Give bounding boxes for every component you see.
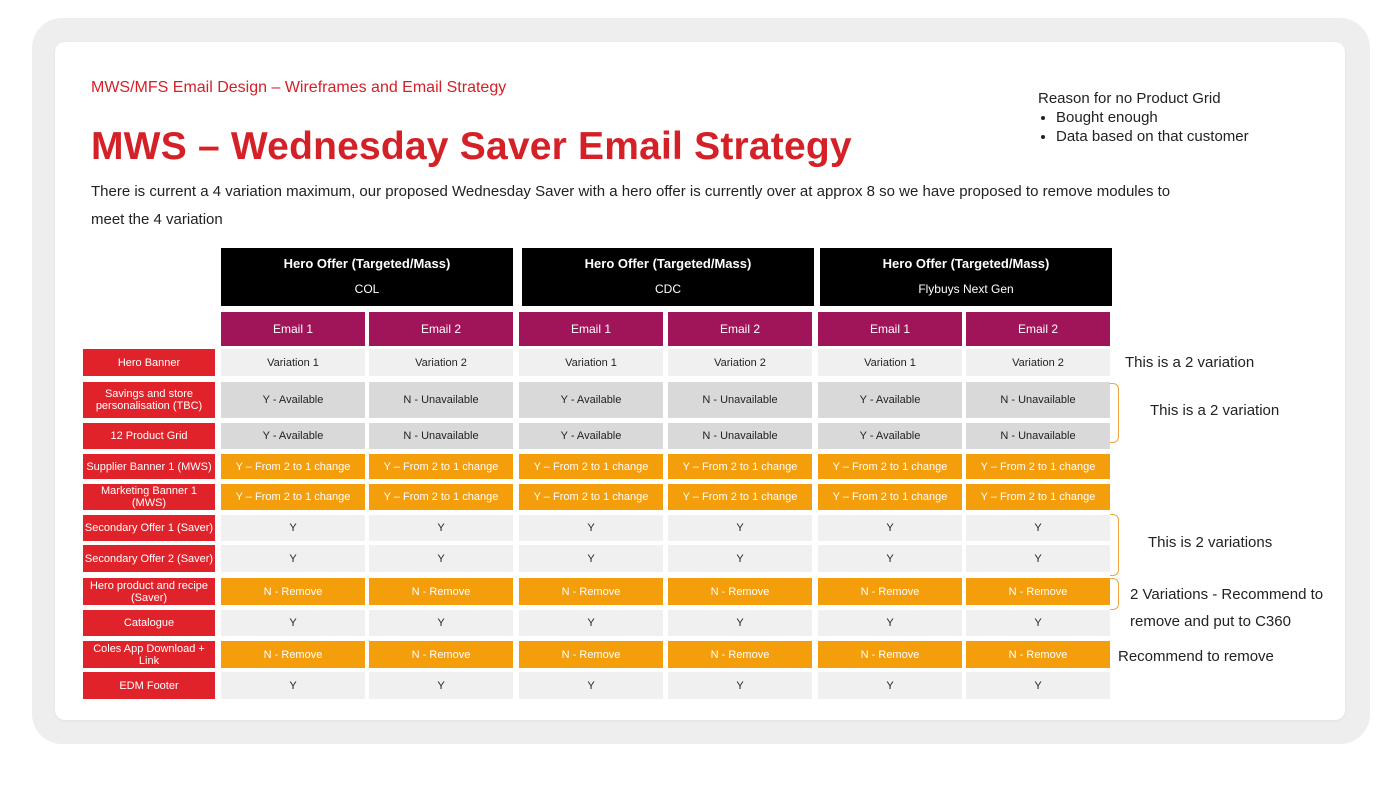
- row-label: 12 Product Grid: [83, 423, 215, 449]
- table-cell: Y: [519, 610, 663, 636]
- group-title: Hero Offer (Targeted/Mass): [882, 256, 1050, 271]
- table-cell: Y - Available: [818, 423, 962, 449]
- email-header: Email 2: [966, 312, 1110, 346]
- table-cell: Y: [221, 515, 365, 541]
- table-cell: Y – From 2 to 1 change: [519, 484, 663, 510]
- table-cell: Y: [966, 672, 1110, 699]
- annotation-savings-grid: This is a 2 variation: [1150, 402, 1280, 419]
- table-cell: N - Remove: [668, 641, 812, 668]
- brace-hero-product: [1110, 578, 1119, 610]
- table-cell: N - Remove: [221, 641, 365, 668]
- group-title: Hero Offer (Targeted/Mass): [283, 256, 451, 271]
- table-cell: Y - Available: [221, 382, 365, 418]
- table-cell: N - Unavailable: [966, 423, 1110, 449]
- table-cell: Y - Available: [519, 382, 663, 418]
- group-header: [522, 248, 814, 306]
- table-cell: Y: [519, 515, 663, 541]
- slide-title: MWS – Wednesday Saver Email Strategy: [91, 125, 852, 168]
- row-label: Supplier Banner 1 (MWS): [83, 454, 215, 479]
- table-cell: Variation 2: [668, 349, 812, 376]
- table-cell: N - Unavailable: [966, 382, 1110, 418]
- table-cell: Y – From 2 to 1 change: [818, 484, 962, 510]
- table-cell: Y – From 2 to 1 change: [668, 484, 812, 510]
- table-cell: N - Remove: [519, 578, 663, 605]
- table-cell: Y – From 2 to 1 change: [221, 484, 365, 510]
- table-cell: Variation 1: [519, 349, 663, 376]
- row-label: Secondary Offer 2 (Saver): [83, 545, 215, 572]
- note-heading: Reason for no Product Grid: [1038, 90, 1221, 107]
- product-grid-note: [1038, 89, 1249, 146]
- note-bullets: [1038, 108, 1249, 146]
- table-cell: Y: [668, 672, 812, 699]
- table-cell: N - Remove: [668, 578, 812, 605]
- table-cell: N - Remove: [369, 578, 513, 605]
- row-label: Coles App Download + Link: [83, 641, 215, 668]
- row-label: Secondary Offer 1 (Saver): [83, 515, 215, 541]
- table-cell: Y: [221, 672, 365, 699]
- slide-subtitle: MWS/MFS Email Design – Wireframes and Email Strategy: [91, 79, 507, 96]
- table-cell: Y: [818, 545, 962, 572]
- table-cell: N - Unavailable: [668, 382, 812, 418]
- table-cell: Y: [966, 545, 1110, 572]
- table-cell: Y: [369, 545, 513, 572]
- table-cell: N - Unavailable: [369, 423, 513, 449]
- table-cell: Y: [966, 515, 1110, 541]
- annotation-app-download: Recommend to remove: [1118, 648, 1274, 665]
- table-cell: Y: [221, 545, 365, 572]
- table-cell: Y: [369, 672, 513, 699]
- table-cell: Y – From 2 to 1 change: [369, 484, 513, 510]
- table-cell: Y: [818, 610, 962, 636]
- row-label: Hero Banner: [83, 349, 215, 376]
- table-cell: Y – From 2 to 1 change: [818, 454, 962, 479]
- table-cell: Y – From 2 to 1 change: [519, 454, 663, 479]
- table-cell: Y – From 2 to 1 change: [966, 484, 1110, 510]
- table-cell: Y – From 2 to 1 change: [369, 454, 513, 479]
- table-cell: Y: [668, 610, 812, 636]
- row-label: Marketing Banner 1 (MWS): [83, 484, 215, 510]
- email-header: Email 1: [818, 312, 962, 346]
- annotation-hero-product: 2 Variations - Recommend to remove and put to C360: [1130, 586, 1324, 630]
- table-cell: Y: [668, 515, 812, 541]
- table-cell: Variation 1: [221, 349, 365, 376]
- table-cell: Y: [221, 610, 365, 636]
- table-cell: Y - Available: [818, 382, 962, 418]
- table-cell: Y: [519, 545, 663, 572]
- table-cell: N - Remove: [966, 578, 1110, 605]
- group-subtitle: CDC: [655, 282, 681, 296]
- table-cell: N - Remove: [966, 641, 1110, 668]
- brace-secondary-offers: [1110, 514, 1119, 576]
- email-header: Email 2: [369, 312, 513, 346]
- email-header: Email 2: [668, 312, 812, 346]
- table-cell: Variation 1: [818, 349, 962, 376]
- slide-description: There is current a 4 variation maximum, our proposed Wednesday Saver with a hero offer is currently over at approx 8 so we have proposed to remove modules to meet the 4 variation: [91, 183, 1171, 228]
- row-label: Catalogue: [83, 610, 215, 636]
- table-cell: Y – From 2 to 1 change: [668, 454, 812, 479]
- email-header: Email 1: [519, 312, 663, 346]
- row-label: Hero product and recipe (Saver): [83, 578, 215, 605]
- table-cell: Y: [369, 515, 513, 541]
- table-cell: N - Remove: [818, 578, 962, 605]
- group-title: Hero Offer (Targeted/Mass): [584, 256, 752, 271]
- note-bullet: • Data based on that customer: [1056, 127, 1249, 146]
- table-cell: N - Remove: [369, 641, 513, 668]
- table-cell: Y - Available: [519, 423, 663, 449]
- group-header: [820, 248, 1112, 306]
- table-cell: N - Remove: [818, 641, 962, 668]
- table-cell: Y – From 2 to 1 change: [966, 454, 1110, 479]
- table-cell: Variation 2: [369, 349, 513, 376]
- table-cell: Y: [369, 610, 513, 636]
- note-bullet: • Bought enough: [1056, 108, 1249, 127]
- table-cell: Y: [519, 672, 663, 699]
- group-header: [221, 248, 513, 306]
- group-subtitle: Flybuys Next Gen: [918, 282, 1014, 296]
- table-cell: Y: [818, 672, 962, 699]
- row-label: EDM Footer: [83, 672, 215, 699]
- table-cell: Y – From 2 to 1 change: [221, 454, 365, 479]
- table-cell: Variation 2: [966, 349, 1110, 376]
- table-cell: N - Unavailable: [369, 382, 513, 418]
- table-cell: Y: [818, 515, 962, 541]
- table-cell: Y - Available: [221, 423, 365, 449]
- table-cell: N - Remove: [221, 578, 365, 605]
- table-cell: N - Unavailable: [668, 423, 812, 449]
- annotation-hero-banner: This is a 2 variation: [1125, 354, 1255, 371]
- annotation-secondary-offers: This is 2 variations: [1148, 534, 1273, 551]
- table-cell: N - Remove: [519, 641, 663, 668]
- brace-savings-grid: [1110, 383, 1119, 443]
- table-cell: Y: [966, 610, 1110, 636]
- table-cell: Y: [668, 545, 812, 572]
- row-label: Savings and store personalisation (TBC): [83, 382, 215, 418]
- group-subtitle: COL: [354, 282, 380, 296]
- email-header: Email 1: [221, 312, 365, 346]
